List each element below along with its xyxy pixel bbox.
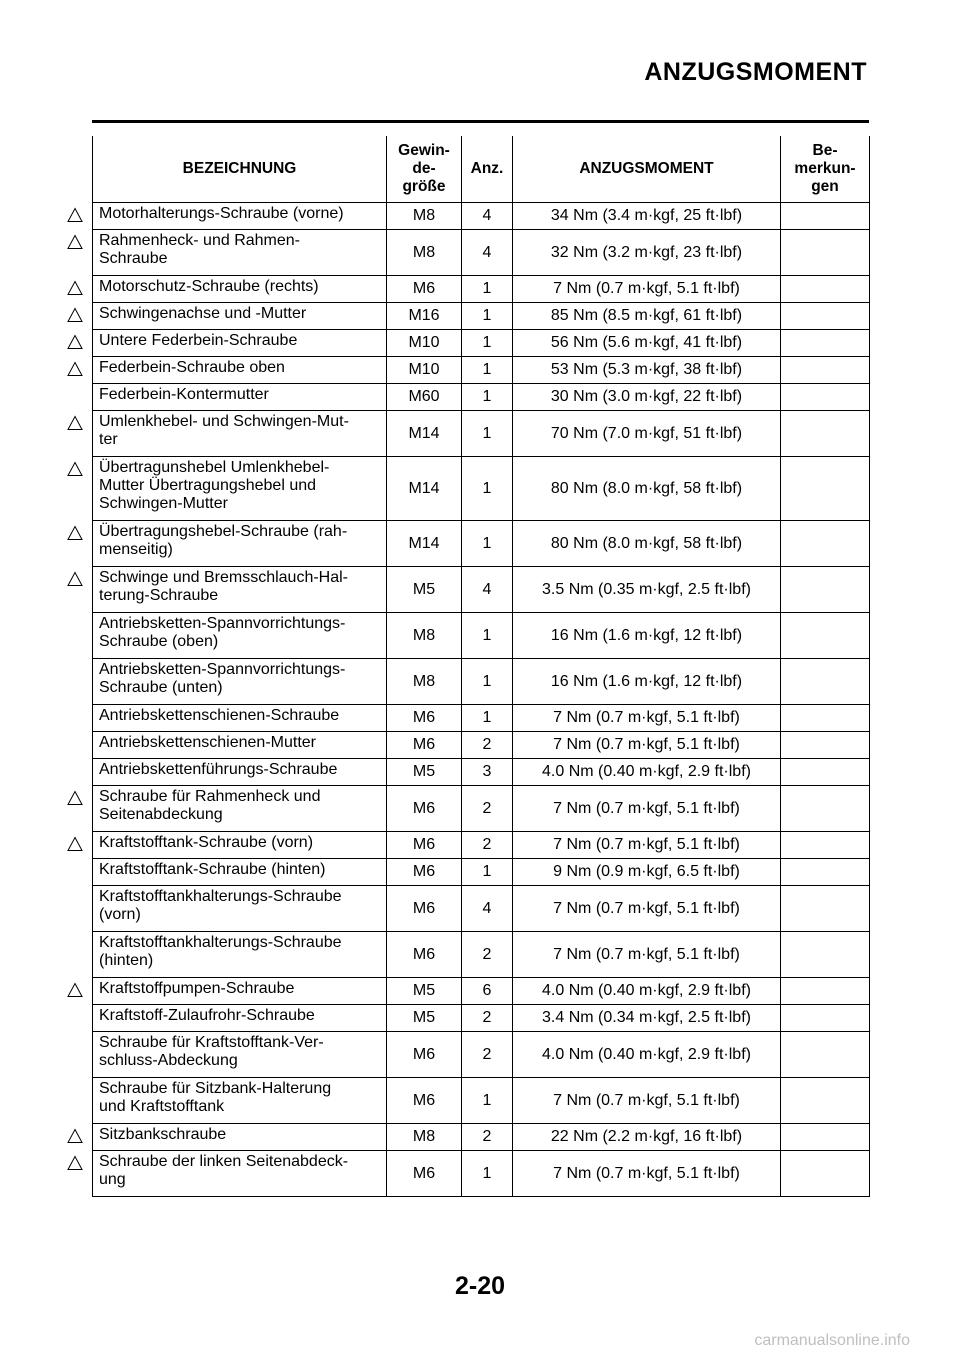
cell-torque: 3.4 Nm (0.34 m·kgf, 2.5 ft·lbf) [513,1005,781,1032]
cell-thread: M6 [387,886,462,932]
cell-qty: 2 [462,1005,513,1032]
cell-thread: M6 [387,859,462,886]
cell-torque: 7 Nm (0.7 m·kgf, 5.1 ft·lbf) [513,1078,781,1124]
cell-remarks [781,457,870,521]
cell-qty: 4 [462,203,513,230]
name-text: Schraube der linken Seitenabdeck- ung [99,1153,349,1188]
cell-thread: M16 [387,303,462,330]
cell-remarks [781,832,870,859]
cell-torque: 22 Nm (2.2 m·kgf, 16 ft·lbf) [513,1124,781,1151]
cell-qty: 6 [462,978,513,1005]
cell-qty: 1 [462,384,513,411]
cell-qty: 1 [462,330,513,357]
cell-torque: 4.0 Nm (0.40 m·kgf, 2.9 ft·lbf) [513,978,781,1005]
table-row [93,1032,870,1078]
cell-thread: M8 [387,1124,462,1151]
table-row [93,1078,870,1124]
cell-qty: 1 [462,659,513,705]
title-divider [92,120,869,123]
table-row [93,276,870,303]
cell-remarks [781,330,870,357]
name-text: Antriebskettenschienen-Mutter [99,734,316,751]
cell-name [93,1032,387,1078]
name-text: Kraftstofftank-Schraube (vorn) [99,834,314,851]
cell-torque: 3.5 Nm (0.35 m·kgf, 2.5 ft·lbf) [513,567,781,613]
cell-thread: M6 [387,732,462,759]
cell-remarks [781,886,870,932]
cell-qty: 2 [462,1124,513,1151]
name-text: Antriebskettenschienen-Schraube [99,707,340,724]
table-row [93,886,870,932]
column-header-torque: ANZUGSMOMENT [513,136,781,203]
cell-name [93,786,387,832]
torque-table-container [92,136,869,1197]
cell-qty: 1 [462,521,513,567]
name-text: Übertragungshebel-Schraube (rah- menseitig) [99,523,348,558]
cell-remarks [781,1124,870,1151]
cell-qty: 4 [462,230,513,276]
torque-table [92,136,870,1197]
cell-torque: 16 Nm (1.6 m·kgf, 12 ft·lbf) [513,659,781,705]
name-text: Kraftstofftank-Schraube (hinten) [99,861,326,878]
cell-name [93,384,387,411]
cell-torque: 7 Nm (0.7 m·kgf, 5.1 ft·lbf) [513,886,781,932]
cell-qty: 2 [462,786,513,832]
cell-name [93,859,387,886]
cell-remarks [781,613,870,659]
cell-remarks [781,1151,870,1197]
cell-name [93,613,387,659]
cell-thread: M6 [387,276,462,303]
cell-torque: 16 Nm (1.6 m·kgf, 12 ft·lbf) [513,613,781,659]
cell-name [93,1151,387,1197]
cell-remarks [781,203,870,230]
cell-thread: M6 [387,705,462,732]
name-text: Federbein-Schraube oben [99,359,285,376]
table-row [93,567,870,613]
table-row [93,932,870,978]
cell-name [93,230,387,276]
cell-qty: 1 [462,457,513,521]
cell-qty: 1 [462,1151,513,1197]
cell-thread: M6 [387,932,462,978]
cell-name [93,659,387,705]
cell-torque: 85 Nm (8.5 m·kgf, 61 ft·lbf) [513,303,781,330]
watermark: carmanualsonline.info [754,1332,910,1349]
cell-remarks [781,859,870,886]
cell-torque: 80 Nm (8.0 m·kgf, 58 ft·lbf) [513,457,781,521]
table-row [93,786,870,832]
cell-remarks [781,932,870,978]
column-header-name: BEZEICHNUNG [93,136,387,203]
cell-name [93,276,387,303]
table-row [93,411,870,457]
cell-torque: 53 Nm (5.3 m·kgf, 38 ft·lbf) [513,357,781,384]
cell-qty: 2 [462,832,513,859]
table-row [93,303,870,330]
cell-torque: 80 Nm (8.0 m·kgf, 58 ft·lbf) [513,521,781,567]
cell-thread: M5 [387,567,462,613]
cell-qty: 2 [462,1032,513,1078]
cell-remarks [781,357,870,384]
table-row [93,521,870,567]
cell-qty: 2 [462,932,513,978]
name-text: Schraube für Rahmenheck und Seitenabdeckung [99,788,321,823]
cell-remarks [781,1005,870,1032]
cell-name [93,759,387,786]
name-text: Motorschutz-Schraube (rechts) [99,278,319,295]
cell-name [93,1124,387,1151]
name-text: Übertragunshebel Umlenkhebel- Mutter Übertragungshebel und Schwingen-Mutter [99,459,330,512]
cell-qty: 4 [462,886,513,932]
cell-torque: 7 Nm (0.7 m·kgf, 5.1 ft·lbf) [513,705,781,732]
table-row [93,978,870,1005]
table-row [93,613,870,659]
table-row [93,457,870,521]
cell-qty: 1 [462,276,513,303]
cell-thread: M5 [387,1005,462,1032]
cell-torque: 70 Nm (7.0 m·kgf, 51 ft·lbf) [513,411,781,457]
cell-remarks [781,384,870,411]
cell-qty: 1 [462,1078,513,1124]
cell-qty: 2 [462,732,513,759]
cell-thread: M6 [387,1078,462,1124]
cell-torque: 32 Nm (3.2 m·kgf, 23 ft·lbf) [513,230,781,276]
cell-thread: M8 [387,203,462,230]
column-header-qty: Anz. [462,136,513,203]
cell-qty: 1 [462,613,513,659]
cell-qty: 1 [462,859,513,886]
cell-thread: M60 [387,384,462,411]
name-text: Schraube für Sitzbank-Halterung und Kraftstofftank [99,1080,332,1115]
cell-thread: M10 [387,330,462,357]
table-row [93,859,870,886]
cell-name [93,886,387,932]
cell-remarks [781,659,870,705]
cell-name [93,932,387,978]
cell-torque: 7 Nm (0.7 m·kgf, 5.1 ft·lbf) [513,732,781,759]
cell-torque: 7 Nm (0.7 m·kgf, 5.1 ft·lbf) [513,932,781,978]
cell-remarks [781,303,870,330]
cell-qty: 3 [462,759,513,786]
cell-thread: M6 [387,1151,462,1197]
cell-torque: 30 Nm (3.0 m·kgf, 22 ft·lbf) [513,384,781,411]
cell-name [93,521,387,567]
cell-remarks [781,411,870,457]
name-text: Kraftstoffpumpen-Schraube [99,980,295,997]
cell-torque: 9 Nm (0.9 m·kgf, 6.5 ft·lbf) [513,859,781,886]
cell-remarks [781,567,870,613]
cell-thread: M14 [387,411,462,457]
table-row [93,659,870,705]
cell-thread: M14 [387,457,462,521]
table-header-row [93,136,870,203]
cell-remarks [781,786,870,832]
cell-remarks [781,978,870,1005]
cell-thread: M14 [387,521,462,567]
cell-thread: M6 [387,1032,462,1078]
cell-remarks [781,521,870,567]
cell-remarks [781,732,870,759]
cell-thread: M8 [387,230,462,276]
cell-qty: 4 [462,567,513,613]
name-text: Federbein-Kontermutter [99,386,269,403]
cell-thread: M8 [387,613,462,659]
cell-name [93,978,387,1005]
cell-torque: 4.0 Nm (0.40 m·kgf, 2.9 ft·lbf) [513,1032,781,1078]
cell-torque: 7 Nm (0.7 m·kgf, 5.1 ft·lbf) [513,786,781,832]
name-text: Rahmenheck- und Rahmen- Schraube [99,232,300,267]
name-text: Antriebskettenführungs-Schraube [99,761,338,778]
cell-qty: 1 [462,357,513,384]
cell-torque: 7 Nm (0.7 m·kgf, 5.1 ft·lbf) [513,276,781,303]
name-text: Kraftstofftankhalterungs-Schraube (vorn) [99,888,342,923]
name-text: Antriebsketten-Spannvorrichtungs- Schraube (oben) [99,615,346,650]
cell-remarks [781,276,870,303]
table-row [93,832,870,859]
cell-thread: M8 [387,659,462,705]
name-text: Antriebsketten-Spannvorrichtungs- Schraube (unten) [99,661,346,696]
table-row [93,759,870,786]
table-row [93,705,870,732]
column-header-thread: Gewin- de- größe [387,136,462,203]
name-text: Schwingenachse und -Mutter [99,305,307,322]
cell-torque: 7 Nm (0.7 m·kgf, 5.1 ft·lbf) [513,1151,781,1197]
cell-qty: 1 [462,705,513,732]
table-row [93,1005,870,1032]
cell-torque: 7 Nm (0.7 m·kgf, 5.1 ft·lbf) [513,832,781,859]
cell-name [93,732,387,759]
cell-thread: M5 [387,759,462,786]
table-row [93,1151,870,1197]
cell-remarks [781,705,870,732]
cell-qty: 1 [462,411,513,457]
name-text: Umlenkhebel- und Schwingen-Mut- ter [99,413,349,448]
table-row [93,203,870,230]
name-text: Sitzbankschraube [99,1126,227,1143]
cell-thread: M6 [387,786,462,832]
cell-thread: M10 [387,357,462,384]
cell-remarks [781,230,870,276]
cell-name [93,457,387,521]
cell-qty: 1 [462,303,513,330]
cell-remarks [781,1078,870,1124]
cell-remarks [781,759,870,786]
cell-name [93,567,387,613]
name-text: Kraftstofftankhalterungs-Schraube (hinten) [99,934,342,969]
table-row [93,330,870,357]
cell-name [93,1005,387,1032]
cell-thread: M5 [387,978,462,1005]
name-text: Motorhalterungs-Schraube (vorne) [99,205,344,222]
table-row [93,384,870,411]
column-header-remarks: Be- merkun- gen [781,136,870,203]
cell-remarks [781,1032,870,1078]
table-row [93,732,870,759]
cell-name [93,705,387,732]
page-title: ANZUGSMOMENT [644,58,867,86]
cell-name [93,1078,387,1124]
cell-torque: 56 Nm (5.6 m·kgf, 41 ft·lbf) [513,330,781,357]
cell-name [93,303,387,330]
name-text: Kraftstoff-Zulaufrohr-Schraube [99,1007,315,1024]
cell-name [93,330,387,357]
cell-name [93,203,387,230]
table-row [93,230,870,276]
page-number: 2-20 [454,1272,506,1300]
cell-thread: M6 [387,832,462,859]
table-row [93,357,870,384]
cell-name [93,411,387,457]
table-row [93,1124,870,1151]
cell-name [93,357,387,384]
cell-torque: 4.0 Nm (0.40 m·kgf, 2.9 ft·lbf) [513,759,781,786]
name-text: Schwinge und Bremsschlauch-Hal- terung-Schraube [99,569,348,604]
name-text: Untere Federbein-Schraube [99,332,298,349]
cell-name [93,832,387,859]
name-text: Schraube für Kraftstofftank-Ver- schluss-Abdeckung [99,1034,324,1069]
cell-torque: 34 Nm (3.4 m·kgf, 25 ft·lbf) [513,203,781,230]
